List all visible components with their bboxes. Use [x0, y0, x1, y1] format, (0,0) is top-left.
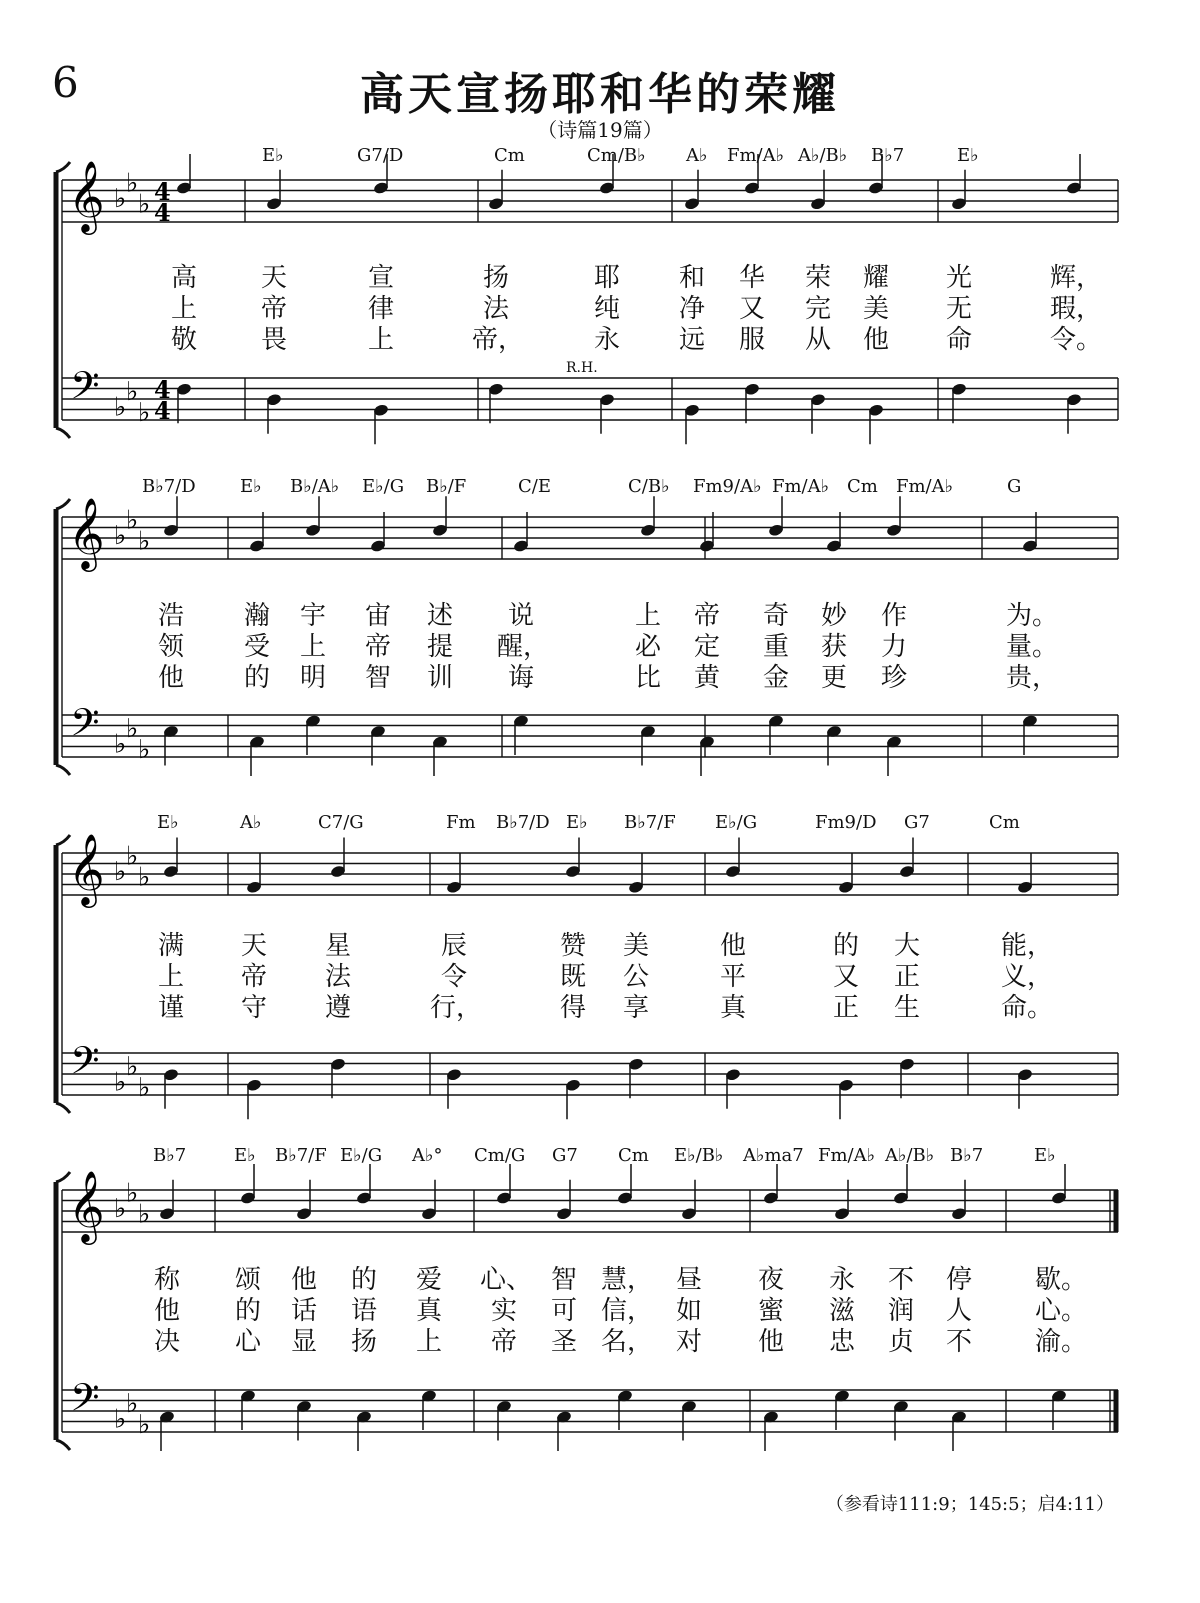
lyric-verse-1: 不: [887, 1265, 914, 1295]
chord-symbol: Cm/B♭: [587, 145, 646, 166]
flat-icon: ♭: [114, 857, 127, 887]
lyric-verse-3: 真: [719, 993, 746, 1023]
lyric-verse-1: 颂: [234, 1265, 261, 1295]
lyric-verse-2: 无: [945, 294, 972, 324]
chord-symbol: B♭7/F: [275, 1145, 327, 1166]
lyric-verse-1: 上: [634, 601, 661, 631]
flat-icon: ♭: [138, 397, 151, 428]
chord-symbol: B♭7: [153, 1145, 187, 1166]
time-signature-denominator: 4: [154, 198, 171, 227]
lyric-verse-2: 又: [738, 294, 765, 324]
lyric-verse-3: 扬: [350, 1327, 377, 1357]
lyric-verse-2: 必: [634, 632, 661, 662]
hymn-number: 6: [52, 58, 79, 107]
flat-icon: ♭: [126, 841, 139, 872]
flat-icon: ♭: [114, 392, 127, 423]
lyric-verse-2: 真: [415, 1296, 442, 1326]
lyric-verse-1: 智: [550, 1265, 577, 1295]
lyric-verse-2: 醒，: [497, 632, 550, 662]
flat-icon: ♭: [126, 168, 139, 199]
flat-icon: ♭: [114, 729, 127, 760]
lyric-verse-2: 公: [622, 962, 649, 992]
lyric-verse-3: 显: [290, 1327, 317, 1357]
lyric-verse-3: 遵: [324, 993, 351, 1023]
lyric-verse-1: 心、: [480, 1265, 533, 1295]
lyric-verse-3: 珍: [880, 663, 907, 693]
lyric-verse-3: 贞: [887, 1327, 914, 1357]
flat-icon: ♭: [138, 862, 151, 893]
lyric-verse-3: 的: [243, 663, 270, 693]
lyric-verse-2: 蜜: [757, 1296, 784, 1326]
lyric-verse-3: 永: [593, 325, 620, 355]
hymn-title: 高天宣扬耶和华的荣耀: [360, 69, 840, 120]
lyric-verse-1: 永: [828, 1265, 855, 1295]
lyric-verse-1: 荣: [804, 263, 831, 293]
flat-icon: ♭: [114, 1404, 127, 1435]
lyric-verse-1: 华: [738, 263, 765, 293]
lyric-verse-2: 他: [153, 1296, 180, 1326]
lyric-verse-1: 的: [832, 931, 859, 961]
lyric-verse-3: 远: [678, 325, 705, 355]
lyric-verse-3: 上: [367, 325, 394, 355]
chord-symbol: B♭/F: [426, 476, 467, 497]
lyric-verse-1: 宇: [299, 601, 326, 631]
lyric-verse-2: 上: [170, 294, 197, 324]
lyric-verse-2: 提: [426, 632, 453, 662]
chord-symbol: B♭/A♭: [290, 476, 340, 497]
flat-icon: ♭: [138, 526, 151, 557]
lyric-verse-3: 命。: [1001, 993, 1054, 1023]
chord-symbol: Fm/A♭: [896, 476, 954, 497]
lyric-verse-1: 称: [153, 1265, 180, 1295]
chord-symbol: B♭7/D: [496, 812, 550, 833]
treble-clef-icon: 𝄞: [68, 496, 105, 569]
bracket-bottom-hook: [56, 1440, 70, 1450]
bracket-bottom-hook: [56, 765, 70, 775]
chord-symbol: Cm/G: [474, 1145, 526, 1166]
lyric-verse-3: 他: [757, 1327, 784, 1357]
lyric-verse-2: 上: [157, 962, 184, 992]
lyric-verse-1: 说: [507, 601, 534, 631]
lyric-verse-1: 妙: [820, 601, 847, 631]
chord-symbol: A♭: [240, 812, 262, 833]
chord-symbol: C/E: [518, 476, 551, 497]
treble-clef-icon: 𝄞: [68, 832, 105, 905]
lyric-verse-3: 智: [364, 663, 391, 693]
lyric-verse-2: 律: [367, 294, 394, 324]
lyric-verse-2: 量。: [1006, 632, 1059, 662]
lyric-verse-2: 上: [299, 632, 326, 662]
chord-symbol: Fm/A♭: [818, 1145, 876, 1166]
lyric-verse-2: 令: [440, 962, 467, 992]
lyric-verse-1: 作: [880, 601, 907, 631]
chord-symbol: Fm/A♭: [727, 145, 785, 166]
lyric-verse-1: 慧，: [601, 1265, 654, 1295]
lyric-verse-1: 辉，: [1050, 263, 1103, 293]
lyric-verse-2: 法: [482, 294, 509, 324]
lyric-verse-1: 帝: [693, 601, 720, 631]
lyric-verse-2: 力: [880, 632, 907, 662]
chord-symbol: Cm: [494, 145, 525, 166]
lyric-verse-1: 大: [893, 931, 920, 961]
bass-clef-icon: 𝄢: [70, 700, 100, 754]
lyric-verse-2: 完: [804, 294, 831, 324]
lyric-verse-3: 敬: [170, 325, 197, 355]
lyric-verse-1: 昼: [675, 1265, 702, 1295]
scripture-subtitle: （诗篇19篇）: [537, 118, 663, 142]
flat-icon: ♭: [126, 1051, 139, 1082]
chord-symbol: Cm: [847, 476, 878, 497]
lyric-verse-2: 润: [887, 1296, 914, 1326]
lyric-verse-2: 定: [693, 632, 720, 662]
lyric-verse-2: 义，: [1001, 962, 1054, 992]
chord-symbol: E♭/G: [362, 476, 405, 497]
lyric-verse-1: 美: [622, 931, 649, 961]
lyric-verse-2: 人: [945, 1296, 972, 1326]
lyric-verse-3: 贵，: [1006, 663, 1059, 693]
lyric-verse-1: 奇: [762, 601, 789, 631]
chord-symbol: E♭: [262, 145, 284, 166]
flat-icon: ♭: [138, 734, 151, 765]
lyric-verse-3: 畏: [260, 325, 287, 355]
treble-clef-icon: 𝄞: [68, 1169, 105, 1242]
lyric-verse-2: 帝: [364, 632, 391, 662]
chord-symbol: G7: [552, 1145, 578, 1166]
lyric-verse-3: 正: [832, 993, 859, 1023]
lyric-verse-1: 耶: [593, 263, 620, 293]
lyric-verse-1: 扬: [482, 263, 509, 293]
lyric-verse-1: 的: [350, 1265, 377, 1295]
lyric-verse-2: 重: [762, 632, 789, 662]
lyric-verse-1: 述: [426, 601, 453, 631]
chord-symbol: B♭7/D: [142, 476, 196, 497]
lyric-verse-1: 高: [170, 263, 197, 293]
lyric-verse-2: 帝: [260, 294, 287, 324]
footer-reference: （参看诗111:9；145:5；启4:11）: [825, 1494, 1114, 1515]
chord-symbol: B♭7: [871, 145, 905, 166]
lyric-verse-1: 歇。: [1035, 1265, 1088, 1295]
lyric-verse-1: 天: [260, 263, 287, 293]
flat-icon: ♭: [114, 1067, 127, 1098]
lyric-verse-2: 领: [157, 632, 184, 662]
lyric-verse-3: 服: [738, 325, 765, 355]
lyric-verse-1: 天: [240, 931, 267, 961]
lyric-verse-3: 得: [559, 993, 586, 1023]
chord-symbol: E♭/G: [715, 812, 758, 833]
lyric-verse-2: 获: [820, 632, 847, 662]
chord-symbol: Cm: [618, 1145, 649, 1166]
lyric-verse-2: 滋: [828, 1296, 855, 1326]
flat-icon: ♭: [138, 1199, 151, 1230]
flat-icon: ♭: [126, 1388, 139, 1419]
flat-icon: ♭: [126, 505, 139, 536]
lyric-verse-3: 行，: [430, 993, 483, 1023]
lyric-verse-3: 谨: [157, 993, 184, 1023]
chord-symbol: C7/G: [318, 812, 364, 833]
lyric-verse-3: 训: [426, 663, 453, 693]
lyric-verse-1: 辰: [440, 931, 467, 961]
lyric-verse-1: 宙: [364, 601, 391, 631]
chord-symbol: G7/D: [357, 145, 404, 166]
lyric-verse-1: 停: [945, 1265, 972, 1295]
bass-clef-icon: 𝄢: [70, 363, 100, 417]
lyric-verse-3: 金: [762, 663, 789, 693]
chord-symbol: A♭°: [412, 1145, 443, 1166]
flat-icon: ♭: [114, 184, 127, 214]
lyric-verse-2: 受: [243, 632, 270, 662]
lyric-verse-3: 圣: [550, 1327, 577, 1357]
lyric-verse-3: 他: [862, 325, 889, 355]
lyric-verse-3: 诲: [507, 663, 534, 693]
lyric-verse-2: 瑕，: [1050, 294, 1103, 324]
lyric-verse-3: 帝，: [472, 325, 525, 355]
lyric-verse-1: 宣: [367, 263, 394, 293]
lyric-verse-2: 的: [234, 1296, 261, 1326]
lyric-verse-2: 信，: [601, 1296, 654, 1326]
lyric-verse-2: 可: [550, 1296, 577, 1326]
lyric-verse-3: 帝: [490, 1327, 517, 1357]
lyric-verse-1: 耀: [862, 263, 889, 293]
flat-icon: ♭: [114, 521, 127, 551]
chord-symbol: A♭: [686, 145, 708, 166]
lyric-verse-2: 话: [290, 1296, 317, 1326]
chord-symbol: A♭/B♭: [798, 145, 848, 166]
chord-symbol: A♭/B♭: [885, 1145, 935, 1166]
lyric-verse-2: 净: [678, 294, 705, 324]
lyric-verse-3: 决: [153, 1327, 180, 1357]
chord-symbol: E♭: [566, 812, 588, 833]
flat-icon: ♭: [126, 1178, 139, 1209]
lyric-verse-3: 名，: [601, 1327, 654, 1357]
chord-symbol: E♭: [234, 1145, 256, 1166]
time-signature-numerator: 4: [154, 375, 171, 404]
lyric-verse-1: 为。: [1006, 601, 1059, 631]
lyric-verse-1: 他: [290, 1265, 317, 1295]
flat-icon: ♭: [138, 1072, 151, 1103]
chord-symbol: Cm: [989, 812, 1020, 833]
lyric-verse-1: 他: [719, 931, 746, 961]
lyric-verse-2: 正: [893, 962, 920, 992]
chord-symbol: B♭7: [950, 1145, 984, 1166]
lyric-verse-3: 命: [945, 325, 972, 355]
lyric-verse-2: 如: [675, 1296, 702, 1326]
lyric-verse-1: 和: [678, 263, 705, 293]
lyric-verse-3: 不: [945, 1327, 972, 1357]
flat-icon: ♭: [138, 1409, 151, 1440]
lyric-verse-3: 对: [675, 1327, 702, 1357]
lyric-verse-1: 满: [157, 931, 184, 961]
lyric-verse-3: 比: [634, 663, 661, 693]
lyric-verse-3: 忠: [828, 1327, 855, 1357]
lyric-verse-3: 从: [804, 325, 831, 355]
bracket-bottom-hook: [56, 428, 70, 438]
lyric-verse-1: 瀚: [243, 601, 270, 631]
lyric-verse-2: 帝: [240, 962, 267, 992]
bracket-bottom-hook: [56, 1103, 70, 1113]
time-signature-numerator: 4: [154, 177, 171, 206]
chord-symbol: G7: [904, 812, 930, 833]
lyric-verse-2: 平: [719, 962, 746, 992]
lyric-verse-3: 生: [893, 993, 920, 1023]
lyric-verse-3: 令。: [1050, 325, 1103, 355]
lyric-verse-3: 享: [622, 993, 649, 1023]
lyric-verse-1: 能，: [1001, 931, 1054, 961]
lyric-verse-2: 心。: [1035, 1296, 1088, 1326]
lyric-verse-2: 实: [490, 1296, 517, 1326]
chord-symbol: B♭7/F: [624, 812, 676, 833]
lyric-verse-1: 星: [324, 931, 351, 961]
flat-icon: ♭: [126, 713, 139, 744]
lyric-verse-2: 语: [350, 1296, 377, 1326]
chord-symbol: Fm9/D: [815, 812, 877, 833]
right-hand-marking: R.H.: [566, 360, 598, 376]
lyric-verse-3: 黄: [693, 663, 720, 693]
chord-symbol: C/B♭: [628, 476, 670, 497]
chord-symbol: Fm: [446, 812, 476, 833]
chord-symbol: Fm9/A♭: [693, 476, 762, 497]
chord-symbol: E♭: [1034, 1145, 1056, 1166]
chord-symbol: E♭: [240, 476, 262, 497]
lyric-verse-2: 纯: [593, 294, 620, 324]
bass-clef-icon: 𝄢: [70, 1375, 100, 1429]
chord-symbol: A♭ma7: [743, 1145, 804, 1166]
lyric-verse-3: 心: [234, 1327, 261, 1357]
lyric-verse-1: 夜: [757, 1265, 784, 1295]
flat-icon: ♭: [126, 376, 139, 407]
treble-clef-icon: 𝄞: [68, 159, 105, 232]
lyric-verse-1: 赞: [559, 931, 586, 961]
flat-icon: ♭: [114, 1194, 127, 1224]
lyric-verse-2: 美: [862, 294, 889, 324]
lyric-verse-2: 又: [832, 962, 859, 992]
lyric-verse-3: 他: [157, 663, 184, 693]
chord-symbol: E♭: [157, 812, 179, 833]
lyric-verse-3: 守: [240, 993, 267, 1023]
chord-symbol: E♭: [957, 145, 979, 166]
lyric-verse-2: 法: [324, 962, 351, 992]
lyric-verse-1: 浩: [157, 601, 184, 631]
chord-symbol: E♭/G: [340, 1145, 383, 1166]
time-signature-denominator: 4: [154, 396, 171, 425]
lyric-verse-3: 渝。: [1035, 1327, 1088, 1357]
lyric-verse-3: 更: [820, 663, 847, 693]
lyric-verse-3: 明: [299, 663, 326, 693]
flat-icon: ♭: [138, 189, 151, 220]
bass-clef-icon: 𝄢: [70, 1038, 100, 1092]
chord-symbol: G: [1007, 476, 1022, 497]
lyric-verse-1: 光: [945, 263, 972, 293]
lyric-verse-1: 爱: [415, 1265, 442, 1295]
chord-symbol: Fm/A♭: [772, 476, 830, 497]
lyric-verse-3: 上: [415, 1327, 442, 1357]
lyric-verse-2: 既: [559, 962, 586, 992]
chord-symbol: E♭/B♭: [674, 1145, 724, 1166]
